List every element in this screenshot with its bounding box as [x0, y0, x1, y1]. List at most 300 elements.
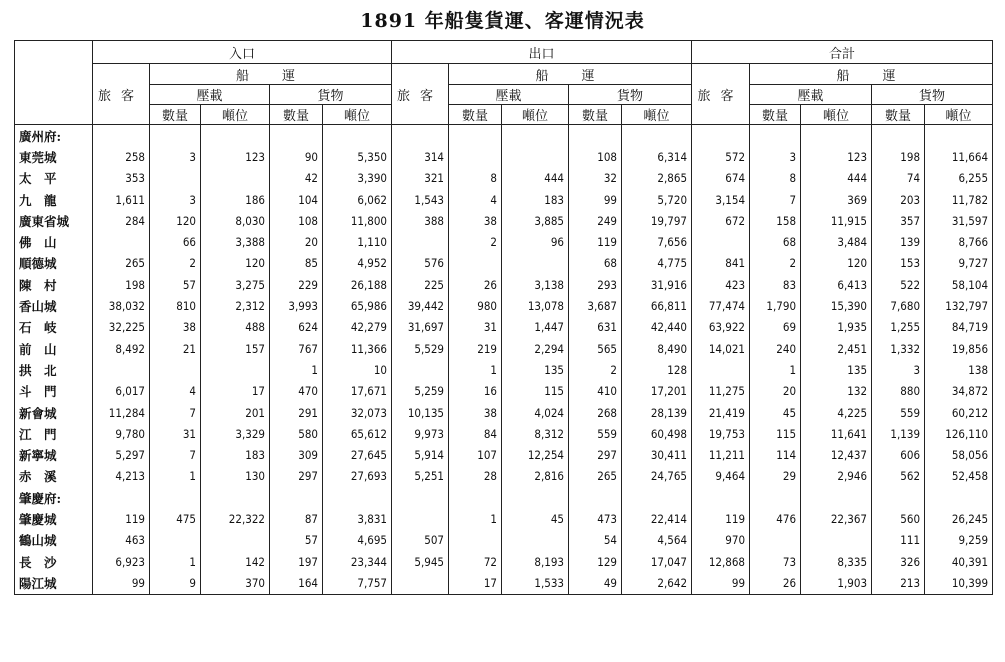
table-row — [15, 338, 993, 359]
table-row — [15, 508, 993, 529]
table-cell: 10,135 — [392, 402, 449, 423]
table-cell — [801, 487, 872, 508]
table-cell: 115 — [502, 381, 569, 402]
group-header-total: 合計 — [692, 41, 993, 64]
table-cell: 5,251 — [392, 466, 449, 487]
table-cell — [93, 231, 150, 252]
table-cell: 3 — [150, 189, 201, 210]
place-name: 斗 門 — [15, 381, 93, 402]
table-cell: 31,597 — [925, 210, 993, 231]
table-cell: 6,314 — [622, 146, 692, 167]
table-cell: 12,868 — [692, 551, 750, 572]
table-cell: 8,193 — [502, 551, 569, 572]
table-cell: 321 — [392, 168, 449, 189]
table-cell: 5,297 — [93, 444, 150, 465]
table-cell: 108 — [569, 146, 622, 167]
table-cell: 132,797 — [925, 295, 993, 316]
table-cell: 201 — [201, 402, 270, 423]
table-cell: 38 — [150, 317, 201, 338]
place-name: 東莞城 — [15, 146, 93, 167]
table-cell: 28,139 — [622, 402, 692, 423]
table-cell: 219 — [449, 338, 502, 359]
table-cell: 3,390 — [323, 168, 392, 189]
table-cell: 24,765 — [622, 466, 692, 487]
table-cell: 16 — [449, 381, 502, 402]
table-cell: 3,329 — [201, 423, 270, 444]
table-cell: 258 — [93, 146, 150, 167]
table-cell: 4,564 — [622, 530, 692, 551]
table-row — [15, 423, 993, 444]
table-cell: 27,645 — [323, 444, 392, 465]
table-cell: 4,952 — [323, 253, 392, 274]
table-cell: 29 — [750, 466, 801, 487]
table-cell: 7 — [750, 189, 801, 210]
table-row — [15, 466, 993, 487]
table-cell: 96 — [502, 231, 569, 252]
table-cell: 326 — [872, 551, 925, 572]
group-header-export: 出口 — [392, 41, 692, 64]
table-cell: 314 — [392, 146, 449, 167]
table-cell: 139 — [872, 231, 925, 252]
table-cell: 3,275 — [201, 274, 270, 295]
table-row — [15, 402, 993, 423]
table-cell: 2,946 — [801, 466, 872, 487]
cargo-header: 貨物 — [872, 85, 993, 105]
table-cell: 99 — [569, 189, 622, 210]
table-cell: 1 — [449, 508, 502, 529]
table-cell: 6,413 — [801, 274, 872, 295]
table-cell: 1,903 — [801, 572, 872, 594]
table-cell — [150, 487, 201, 508]
table-cell — [270, 125, 323, 147]
table-cell — [201, 125, 270, 147]
place-name: 新寧城 — [15, 444, 93, 465]
table-cell: 17,671 — [323, 381, 392, 402]
table-cell — [801, 125, 872, 147]
table-cell: 58,104 — [925, 274, 993, 295]
table-cell — [502, 125, 569, 147]
table-cell: 45 — [502, 508, 569, 529]
table-row — [15, 359, 993, 380]
table-cell: 20 — [270, 231, 323, 252]
region-row — [15, 125, 993, 147]
table-cell: 17 — [201, 381, 270, 402]
table-cell: 297 — [270, 466, 323, 487]
place-name: 廣東省城 — [15, 210, 93, 231]
table-cell: 5,945 — [392, 551, 449, 572]
table-cell: 26,188 — [323, 274, 392, 295]
place-name: 前 山 — [15, 338, 93, 359]
table-cell: 19,856 — [925, 338, 993, 359]
table-cell: 268 — [569, 402, 622, 423]
table-cell: 11,366 — [323, 338, 392, 359]
table-cell: 2,312 — [201, 295, 270, 316]
table-cell: 9,727 — [925, 253, 993, 274]
table-cell: 34,872 — [925, 381, 993, 402]
table-cell: 8,490 — [622, 338, 692, 359]
table-cell — [750, 125, 801, 147]
table-cell: 4,695 — [323, 530, 392, 551]
table-cell: 142 — [201, 551, 270, 572]
table-cell: 370 — [201, 572, 270, 594]
table-cell: 6,923 — [93, 551, 150, 572]
table-cell: 11,284 — [93, 402, 150, 423]
table-cell: 841 — [692, 253, 750, 274]
table-cell: 22,367 — [801, 508, 872, 529]
table-cell: 158 — [750, 210, 801, 231]
place-name: 九 龍 — [15, 189, 93, 210]
table-cell — [872, 125, 925, 147]
table-cell — [569, 487, 622, 508]
table-cell: 559 — [569, 423, 622, 444]
table-cell — [93, 487, 150, 508]
table-cell: 293 — [569, 274, 622, 295]
table-cell: 69 — [750, 317, 801, 338]
table-cell: 475 — [150, 508, 201, 529]
table-cell: 77,474 — [692, 295, 750, 316]
table-cell: 39,442 — [392, 295, 449, 316]
table-cell: 1,447 — [502, 317, 569, 338]
table-cell: 85 — [270, 253, 323, 274]
table-cell — [392, 125, 449, 147]
table-cell — [201, 530, 270, 551]
table-cell: 560 — [872, 508, 925, 529]
table-cell: 8,312 — [502, 423, 569, 444]
place-name: 石 岐 — [15, 317, 93, 338]
table-cell: 198 — [93, 274, 150, 295]
table-cell — [449, 487, 502, 508]
passengers-header: 旅客 — [692, 64, 750, 125]
table-cell: 87 — [270, 508, 323, 529]
table-cell: 444 — [801, 168, 872, 189]
table-cell: 183 — [502, 189, 569, 210]
shipping-header: 船 運 — [449, 64, 692, 85]
tonnage-header: 噸位 — [502, 105, 569, 125]
table-cell: 9 — [150, 572, 201, 594]
tonnage-header: 噸位 — [323, 105, 392, 125]
table-cell: 58,056 — [925, 444, 993, 465]
place-name: 陳 村 — [15, 274, 93, 295]
table-cell: 197 — [270, 551, 323, 572]
table-cell: 672 — [692, 210, 750, 231]
table-cell: 198 — [872, 146, 925, 167]
table-cell: 572 — [692, 146, 750, 167]
table-cell: 1 — [150, 466, 201, 487]
table-cell: 31 — [150, 423, 201, 444]
table-cell: 2,294 — [502, 338, 569, 359]
table-cell: 26,245 — [925, 508, 993, 529]
table-cell: 3,687 — [569, 295, 622, 316]
table-cell: 3 — [750, 146, 801, 167]
table-cell: 183 — [201, 444, 270, 465]
table-cell: 488 — [201, 317, 270, 338]
table-cell: 68 — [750, 231, 801, 252]
table-cell: 52,458 — [925, 466, 993, 487]
table-cell: 8 — [449, 168, 502, 189]
table-cell: 5,720 — [622, 189, 692, 210]
table-cell: 7 — [150, 402, 201, 423]
table-cell: 8,030 — [201, 210, 270, 231]
table-cell: 26 — [750, 572, 801, 594]
table-cell: 3 — [872, 359, 925, 380]
table-cell — [502, 253, 569, 274]
table-cell: 21,419 — [692, 402, 750, 423]
cargo-header: 貨物 — [569, 85, 692, 105]
table-cell: 3,831 — [323, 508, 392, 529]
table-cell: 4 — [150, 381, 201, 402]
table-cell: 2,642 — [622, 572, 692, 594]
table-cell: 3,484 — [801, 231, 872, 252]
table-cell: 13,078 — [502, 295, 569, 316]
table-cell — [449, 253, 502, 274]
table-cell: 42,440 — [622, 317, 692, 338]
table-cell: 123 — [201, 146, 270, 167]
table-cell: 3,388 — [201, 231, 270, 252]
table-cell: 11,211 — [692, 444, 750, 465]
table-cell: 99 — [692, 572, 750, 594]
table-cell: 980 — [449, 295, 502, 316]
table-cell: 38 — [449, 402, 502, 423]
table-cell — [270, 487, 323, 508]
table-cell — [392, 487, 449, 508]
table-cell: 32 — [569, 168, 622, 189]
table-cell: 99 — [93, 572, 150, 594]
count-header: 數量 — [569, 105, 622, 125]
table-cell: 42 — [270, 168, 323, 189]
table-cell — [502, 146, 569, 167]
table-cell — [502, 487, 569, 508]
table-row — [15, 295, 993, 316]
table-row — [15, 444, 993, 465]
table-cell — [449, 125, 502, 147]
place-name: 順德城 — [15, 253, 93, 274]
table-cell: 5,350 — [323, 146, 392, 167]
table-cell — [692, 231, 750, 252]
table-cell: 73 — [750, 551, 801, 572]
table-cell — [201, 168, 270, 189]
table-cell — [93, 125, 150, 147]
table-body — [15, 125, 993, 595]
table-cell: 522 — [872, 274, 925, 295]
table-cell — [323, 125, 392, 147]
table-cell: 810 — [150, 295, 201, 316]
table-cell: 63,922 — [692, 317, 750, 338]
table-cell: 10,399 — [925, 572, 993, 594]
table-cell: 8,766 — [925, 231, 993, 252]
table-cell: 7 — [150, 444, 201, 465]
table-cell: 19,797 — [622, 210, 692, 231]
table-cell: 135 — [801, 359, 872, 380]
table-cell: 119 — [569, 231, 622, 252]
table-cell — [201, 359, 270, 380]
table-cell — [150, 530, 201, 551]
table-cell: 11,782 — [925, 189, 993, 210]
table-cell: 130 — [201, 466, 270, 487]
tonnage-header: 噸位 — [201, 105, 270, 125]
table-cell: 129 — [569, 551, 622, 572]
table-cell — [692, 125, 750, 147]
table-cell: 357 — [872, 210, 925, 231]
table-cell: 1,533 — [502, 572, 569, 594]
table-cell: 3,885 — [502, 210, 569, 231]
table-cell: 26 — [449, 274, 502, 295]
table-cell: 473 — [569, 508, 622, 529]
place-name: 鶴山城 — [15, 530, 93, 551]
table-cell: 12,254 — [502, 444, 569, 465]
table-cell: 132 — [801, 381, 872, 402]
table-row — [15, 253, 993, 274]
table-cell: 1 — [150, 551, 201, 572]
table-cell: 15,390 — [801, 295, 872, 316]
table-cell — [502, 530, 569, 551]
corner-cell — [15, 41, 93, 125]
table-cell: 1,255 — [872, 317, 925, 338]
table-cell — [93, 359, 150, 380]
table-cell: 10 — [323, 359, 392, 380]
table-cell: 114 — [750, 444, 801, 465]
table-cell: 11,275 — [692, 381, 750, 402]
table-cell: 6,017 — [93, 381, 150, 402]
table-cell: 38,032 — [93, 295, 150, 316]
table-cell: 72 — [449, 551, 502, 572]
table-cell: 767 — [270, 338, 323, 359]
table-cell: 153 — [872, 253, 925, 274]
table-cell: 4 — [449, 189, 502, 210]
table-cell: 1,935 — [801, 317, 872, 338]
table-cell: 11,800 — [323, 210, 392, 231]
table-cell — [801, 530, 872, 551]
table-cell: 203 — [872, 189, 925, 210]
table-cell: 265 — [93, 253, 150, 274]
table-cell: 880 — [872, 381, 925, 402]
place-name: 長 沙 — [15, 551, 93, 572]
table-cell: 265 — [569, 466, 622, 487]
table-cell: 65,612 — [323, 423, 392, 444]
table-cell: 213 — [872, 572, 925, 594]
table-cell: 2,451 — [801, 338, 872, 359]
place-name: 江 門 — [15, 423, 93, 444]
table-cell: 31,916 — [622, 274, 692, 295]
table-cell: 31 — [449, 317, 502, 338]
table-cell: 4,225 — [801, 402, 872, 423]
table-cell: 20 — [750, 381, 801, 402]
table-cell: 5,259 — [392, 381, 449, 402]
table-cell — [692, 487, 750, 508]
table-cell — [392, 508, 449, 529]
table-cell: 388 — [392, 210, 449, 231]
shipping-header: 船 運 — [150, 64, 392, 85]
table-cell — [925, 125, 993, 147]
tonnage-header: 噸位 — [925, 105, 993, 125]
table-cell: 1,110 — [323, 231, 392, 252]
table-cell: 1,543 — [392, 189, 449, 210]
table-cell: 1,611 — [93, 189, 150, 210]
table-cell: 5,914 — [392, 444, 449, 465]
table-cell: 30,411 — [622, 444, 692, 465]
table-cell — [392, 231, 449, 252]
table-cell: 8 — [750, 168, 801, 189]
table-cell: 66 — [150, 231, 201, 252]
table-cell — [692, 359, 750, 380]
table-cell: 90 — [270, 146, 323, 167]
table-cell — [750, 487, 801, 508]
table-cell: 120 — [801, 253, 872, 274]
table-cell: 559 — [872, 402, 925, 423]
table-cell: 57 — [270, 530, 323, 551]
table-cell: 19,753 — [692, 423, 750, 444]
table-cell: 120 — [201, 253, 270, 274]
place-name: 太 平 — [15, 168, 93, 189]
table-cell: 6,255 — [925, 168, 993, 189]
table-cell: 17 — [449, 572, 502, 594]
table-cell: 104 — [270, 189, 323, 210]
table-cell: 28 — [449, 466, 502, 487]
table-cell: 3,993 — [270, 295, 323, 316]
count-header: 數量 — [449, 105, 502, 125]
table-cell: 12,437 — [801, 444, 872, 465]
table-row — [15, 551, 993, 572]
table-cell: 606 — [872, 444, 925, 465]
table-cell: 164 — [270, 572, 323, 594]
table-cell: 9,464 — [692, 466, 750, 487]
table-cell: 1,139 — [872, 423, 925, 444]
table-row — [15, 146, 993, 167]
table-cell: 111 — [872, 530, 925, 551]
table-cell: 353 — [93, 168, 150, 189]
table-cell — [449, 146, 502, 167]
ballast-header: 壓載 — [449, 85, 569, 105]
table-cell: 4,024 — [502, 402, 569, 423]
table-cell — [449, 530, 502, 551]
table-cell: 7,656 — [622, 231, 692, 252]
table-cell: 14,021 — [692, 338, 750, 359]
ballast-header: 壓載 — [750, 85, 872, 105]
table-cell: 60,212 — [925, 402, 993, 423]
table-cell: 23,344 — [323, 551, 392, 572]
table-cell: 68 — [569, 253, 622, 274]
table-cell: 565 — [569, 338, 622, 359]
table-cell: 463 — [93, 530, 150, 551]
table-cell: 66,811 — [622, 295, 692, 316]
table-cell: 27,693 — [323, 466, 392, 487]
place-name: 新會城 — [15, 402, 93, 423]
table-cell: 8,335 — [801, 551, 872, 572]
table-cell: 9,259 — [925, 530, 993, 551]
table-cell — [392, 359, 449, 380]
table-row — [15, 381, 993, 402]
table-cell: 970 — [692, 530, 750, 551]
table-row — [15, 274, 993, 295]
table-cell: 32,225 — [93, 317, 150, 338]
table-cell: 120 — [150, 210, 201, 231]
table-cell: 4,775 — [622, 253, 692, 274]
table-cell: 9,973 — [392, 423, 449, 444]
table-cell: 1 — [449, 359, 502, 380]
table-cell — [323, 487, 392, 508]
table-cell — [150, 359, 201, 380]
table-cell: 291 — [270, 402, 323, 423]
table-cell: 3,138 — [502, 274, 569, 295]
table-cell: 284 — [93, 210, 150, 231]
table-cell: 8,492 — [93, 338, 150, 359]
table-cell: 2 — [569, 359, 622, 380]
table-cell: 123 — [801, 146, 872, 167]
table-cell: 562 — [872, 466, 925, 487]
group-header-import: 入口 — [93, 41, 392, 64]
table-cell: 45 — [750, 402, 801, 423]
table-cell: 21 — [150, 338, 201, 359]
table-cell: 60,498 — [622, 423, 692, 444]
